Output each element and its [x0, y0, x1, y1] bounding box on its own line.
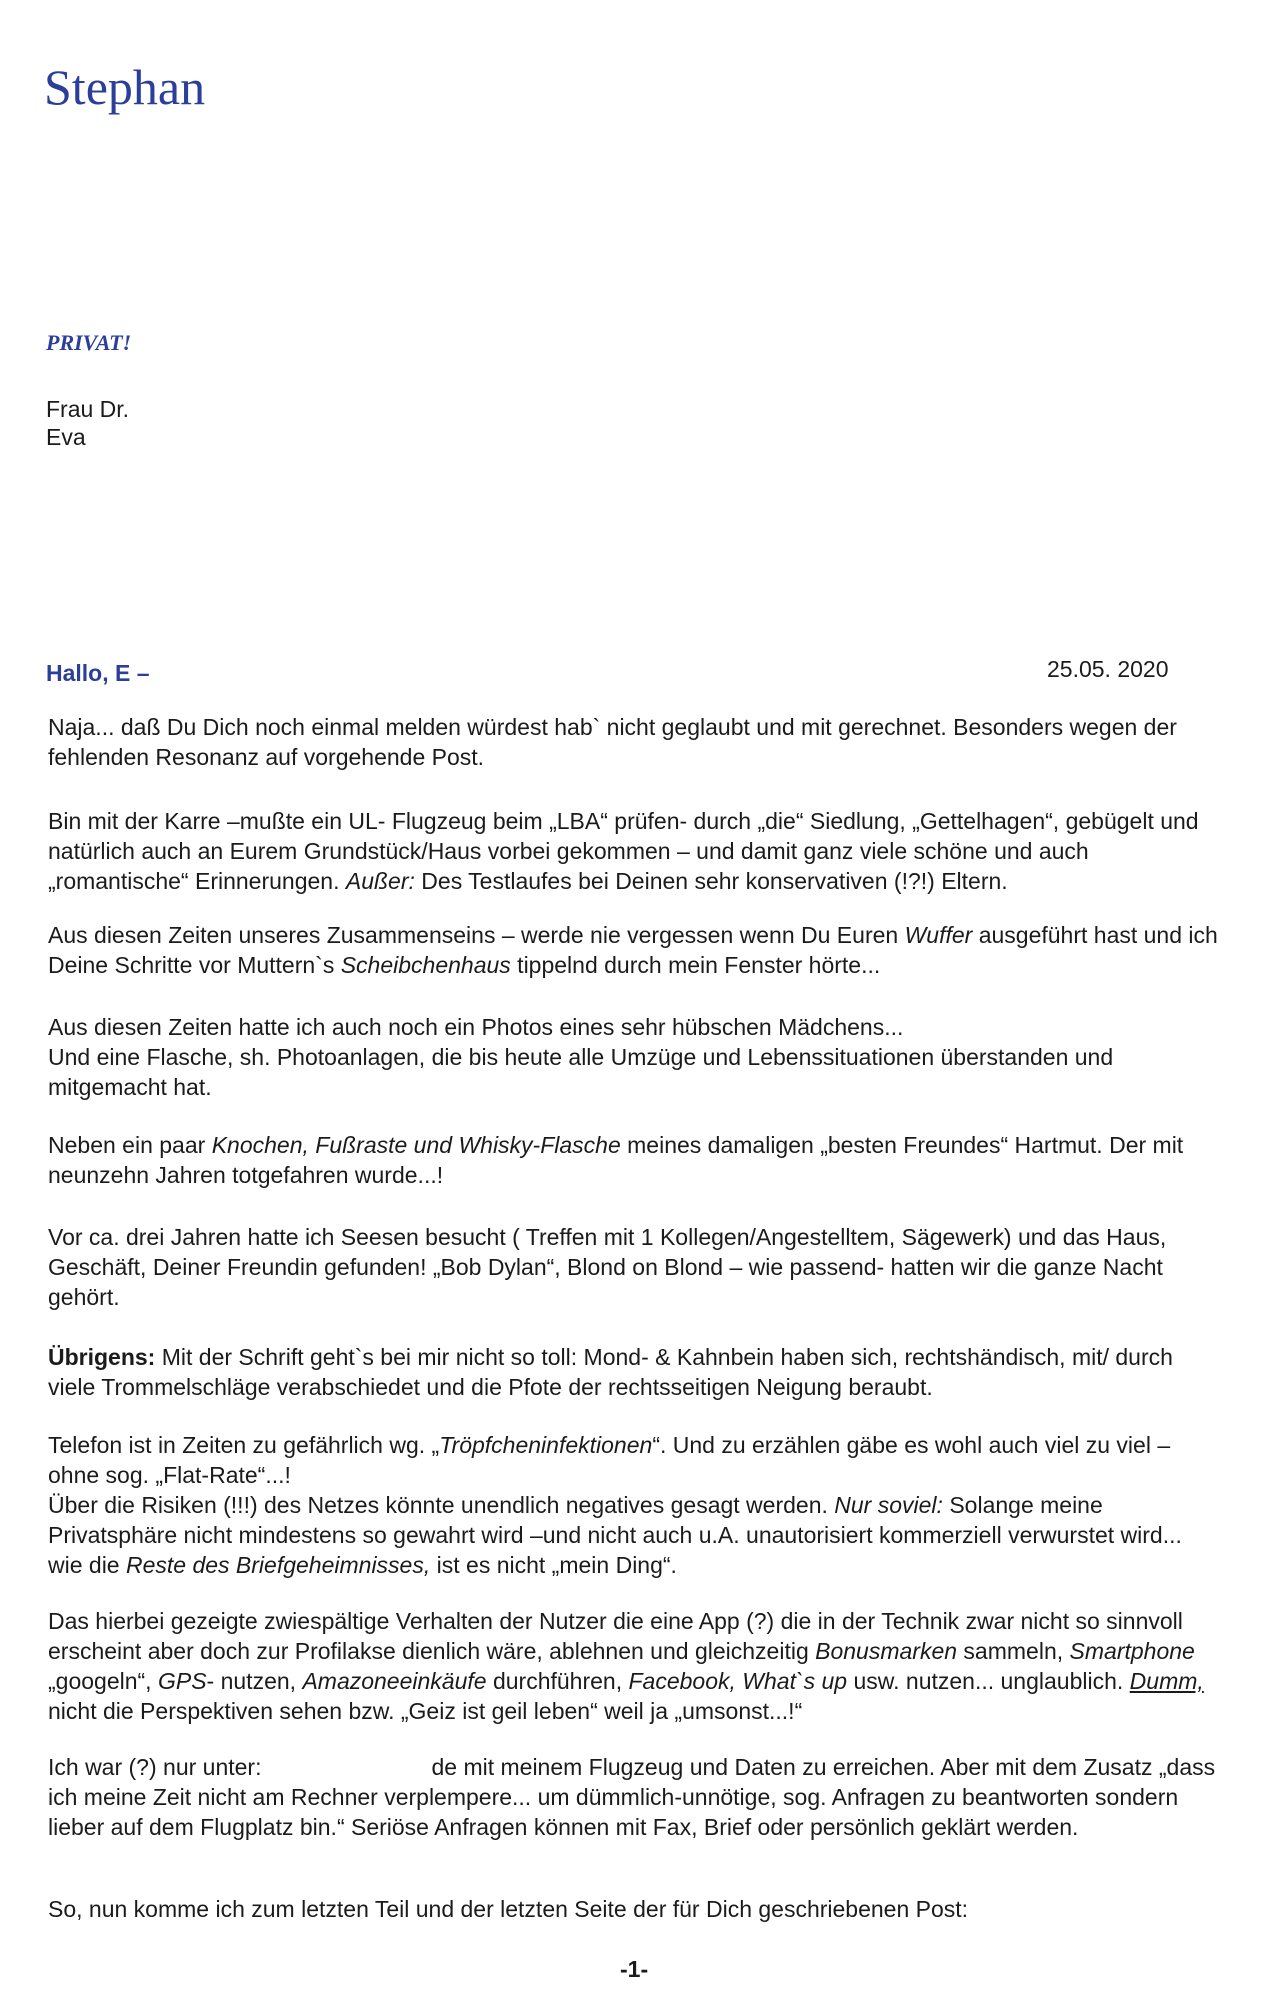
p7-text-1: Mit der Schrift geht`s bei mir nicht so toll: Mond- & Kahnbein haben sich, rechtshändisch, mit/ durch viele Trommelschläge verabschiedet und die Pfote der rechtsseitigen Neigung beraubt. — [48, 1344, 1173, 1400]
p2-text-1: Bin mit der Karre –mußte ein UL- Flugzeug beim „LBA“ prüfen- durch „die“ Siedlung, „Gettelhagen“, gebügelt und natürlich auch an Eurem Grundstück/Haus vorbei gekommen – und damit ganz viele schöne und auch „romantische“ Erinnerungen. — [48, 808, 1199, 894]
p9-italic-6: Dumm, — [1129, 1668, 1204, 1694]
p10-text-1: Ich war (?) nur unter: — [48, 1754, 262, 1780]
p7-bold: Übrigens: — [48, 1344, 156, 1370]
p2-text-2: Des Testlaufes bei Deinen sehr konservativen (!?!) Eltern. — [414, 868, 1008, 894]
paragraph-9 — [48, 1606, 1218, 1726]
p5-italic-1: Knochen, Fußraste und Whisky-Flasche — [211, 1132, 621, 1158]
p10-text-2: de mit meinem Flugzeug und Daten zu erreichen. Aber mit dem Zusatz „dass ich meine Zeit nicht am Rechner verplempere... um dümmlich-unnötige, sog. Anfragen zu beantworten sondern lieber auf dem Flugplatz bin.“ Seriöse Anfragen können mit Fax, Brief oder persönlich geklärt werden. — [48, 1754, 1216, 1840]
p9-italic-2: Smartphone — [1069, 1638, 1195, 1664]
p5-text-1: Neben ein paar — [48, 1132, 212, 1158]
p9-text-4: - nutzen, — [206, 1668, 303, 1694]
p9-text-1: Das hierbei gezeigte zwiespältige Verhalten der Nutzer die eine App (?) die in der Technik zwar nicht so sinnvoll erscheint aber doch zur Profilakse dienlich wäre, ablehnen und gleichzeitig — [48, 1608, 1183, 1664]
p8b-text-2: Solange meine Privatsphäre nicht mindestens so gewahrt wird –und nicht auch u.A. unautorisiert kommerziell verwurstet wird... wie die — [48, 1492, 1182, 1578]
p8a-text-2: “. Und zu erzählen gäbe es wohl auch viel zu viel – ohne sog. „Flat-Rate“...! — [48, 1432, 1171, 1488]
p5-text-2: meines damaligen „besten Freundes“ Hartmut. Der mit neunzehn Jahren totgefahren wurde...! — [48, 1132, 1184, 1188]
paragraph-8 — [48, 1430, 1218, 1580]
p3-italic-1: Wuffer — [904, 922, 973, 948]
p9-italic-1: Bonusmarken — [815, 1638, 958, 1664]
p3-text-1: Aus diesen Zeiten unseres Zusammenseins – werde nie vergessen wenn Du Euren — [48, 922, 905, 948]
p3-italic-2: Scheibchenhaus — [340, 952, 511, 978]
address-line-1: Frau Dr. — [46, 396, 130, 422]
p9-text-5: durchführen, — [486, 1668, 629, 1694]
p9-text-6: usw. nutzen... unglaublich. — [847, 1668, 1130, 1694]
p3-text-3: tippelnd durch mein Fenster hörte... — [510, 952, 881, 978]
p9-italic-4: Amazoneeinkäufe — [302, 1668, 487, 1694]
paragraph-7 — [48, 1342, 1218, 1402]
p9-text-7: nicht die Perspektiven sehen bzw. „Geiz ist geil leben“ weil ja „umsonst...!“ — [48, 1698, 803, 1724]
paragraph-6 — [48, 1222, 1218, 1312]
p8b-italic-1: Nur soviel: — [834, 1492, 943, 1518]
p9-text-2: sammeln, — [957, 1638, 1070, 1664]
paragraph-1-text: Naja... daß Du Dich noch einmal melden würdest hab` nicht geglaubt und mit gerechnet. Besonders wegen der fehlenden Resonanz auf vorgehende Post. — [48, 714, 1177, 770]
p4-line-1: Aus diesen Zeiten hatte ich auch noch ein Photos eines sehr hübschen Mädchens... — [48, 1014, 904, 1040]
paragraph-5 — [48, 1130, 1218, 1190]
p9-text-3: „googeln“, — [48, 1668, 158, 1694]
paragraph-6-text: Vor ca. drei Jahren hatte ich Seesen besucht ( Treffen mit 1 Kollegen/Angestelltem, Sägewerk) und das Haus, Geschäft, Deiner Freundin gefunden! „Bob Dylan“, Blond on Blond – wie passend- hatten wir die ganze Nacht gehört. — [48, 1224, 1167, 1310]
p8b-italic-2: Reste des Briefgeheimnisses, — [125, 1552, 431, 1578]
paragraph-11 — [48, 1894, 1218, 1924]
paragraph-11-text: So, nun komme ich zum letzten Teil und der letzten Seite der für Dich geschriebenen Post: — [48, 1896, 969, 1922]
p8b-text-3: ist es nicht „mein Ding“. — [430, 1552, 677, 1578]
salutation: Hallo, E – — [46, 660, 150, 686]
address-line-2: Eva — [46, 424, 86, 450]
paragraph-4 — [48, 1012, 1218, 1102]
privat-label: PRIVAT! — [46, 330, 132, 355]
p4-line-2: Und eine Flasche, sh. Photoanlagen, die bis heute alle Umzüge und Lebenssituationen überstanden und mitgemacht hat. — [48, 1044, 1114, 1100]
redacted-letterhead — [210, 70, 290, 110]
p9-italic-5: Facebook, What`s up — [628, 1668, 848, 1694]
p8b-text-1: Über die Risiken (!!!) des Netzes könnte unendlich negatives gesagt werden. — [48, 1492, 835, 1518]
paragraph-1 — [48, 712, 1218, 772]
p8a-italic-1: Tröpfcheninfektionen — [439, 1432, 653, 1458]
paragraph-10 — [48, 1752, 1218, 1842]
page-number: -1- — [620, 1956, 649, 1982]
letter-date: 25.05. 2020 — [1047, 656, 1169, 682]
p2-italic-1: Außer: — [345, 868, 415, 894]
paragraph-2 — [48, 806, 1218, 896]
p3-text-2: ausgeführt hast und ich Deine Schritte vor Muttern`s — [48, 922, 1218, 978]
paragraph-3 — [48, 920, 1218, 980]
p9-italic-3: GPS — [157, 1668, 207, 1694]
p8a-text-1: Telefon ist in Zeiten zu gefährlich wg. „ — [48, 1432, 440, 1458]
letterhead-name: Stephan — [44, 59, 206, 115]
